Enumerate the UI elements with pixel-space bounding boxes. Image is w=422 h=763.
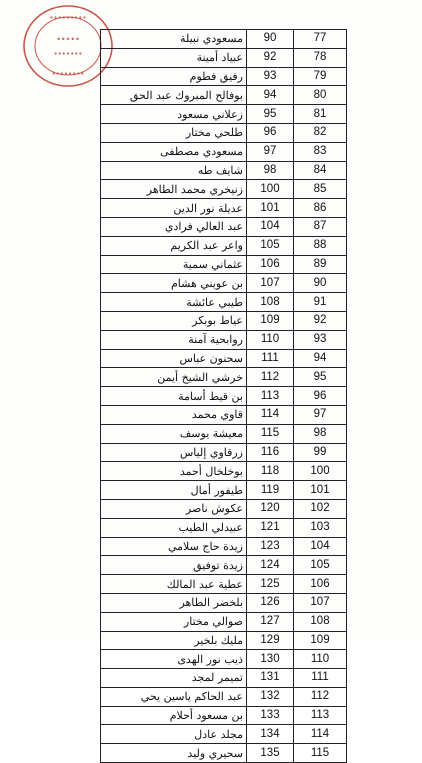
table-row [101,236,347,255]
row-full-name: عديلة نور الدين [101,199,247,218]
row-sequence-number: 92 [294,311,347,330]
table-row [101,499,347,518]
row-full-name: روابحية آمنة [101,330,247,349]
row-full-name: عبد العالي فرادي [101,217,247,236]
table-row [101,706,347,725]
results-table [100,29,347,763]
table-row [101,180,347,199]
row-sequence-number: 104 [294,537,347,556]
row-sequence-number: 100 [294,462,347,481]
row-full-name: رفيق فطوم [101,67,247,86]
table-row [101,293,347,312]
row-rank-number: 135 [247,744,294,763]
row-full-name: معيشة يوسف [101,424,247,443]
row-sequence-number: 77 [294,30,347,49]
row-rank-number: 112 [247,368,294,387]
row-sequence-number: 81 [294,105,347,124]
row-sequence-number: 91 [294,293,347,312]
row-rank-number: 120 [247,499,294,518]
row-full-name: طلحي مختار [101,123,247,142]
row-full-name: بن قيط أسامة [101,387,247,406]
row-full-name: مليك بلخير [101,631,247,650]
table-row [101,556,347,575]
row-rank-number: 116 [247,443,294,462]
row-sequence-number: 113 [294,706,347,725]
row-sequence-number: 95 [294,368,347,387]
table-row [101,199,347,218]
row-sequence-number: 106 [294,575,347,594]
row-full-name: عبياد أمينة [101,48,247,67]
table-row [101,274,347,293]
table-row [101,86,347,105]
row-full-name: بوخلخال أحمد [101,462,247,481]
row-full-name: عبد الحاكم ياسين يحي [101,687,247,706]
row-full-name: عياط بوبكر [101,311,247,330]
row-rank-number: 106 [247,255,294,274]
row-full-name: صوالي مختار [101,612,247,631]
row-rank-number: 125 [247,575,294,594]
row-full-name: عطية عبد المالك [101,575,247,594]
row-sequence-number: 114 [294,725,347,744]
svg-text:•••••: ••••• [56,35,80,44]
row-full-name: طيفور أمال [101,481,247,500]
row-rank-number: 98 [247,161,294,180]
row-sequence-number: 111 [294,669,347,688]
row-full-name: شايف طه [101,161,247,180]
svg-text:•••••••: ••••••• [53,50,83,58]
row-full-name: سحنون عباس [101,349,247,368]
row-sequence-number: 80 [294,86,347,105]
row-sequence-number: 96 [294,387,347,406]
row-sequence-number: 97 [294,405,347,424]
table-row [101,161,347,180]
row-sequence-number: 83 [294,142,347,161]
row-rank-number: 97 [247,142,294,161]
row-rank-number: 108 [247,293,294,312]
row-full-name: بلخضر الطاهر [101,593,247,612]
table-row [101,518,347,537]
table-row [101,537,347,556]
row-rank-number: 121 [247,518,294,537]
row-rank-number: 93 [247,67,294,86]
row-full-name: مجلد عادل [101,725,247,744]
row-rank-number: 109 [247,311,294,330]
row-sequence-number: 87 [294,217,347,236]
row-sequence-number: 110 [294,650,347,669]
table-row [101,631,347,650]
row-rank-number: 114 [247,405,294,424]
table-row [101,368,347,387]
row-full-name: قاوي محمد [101,405,247,424]
table-row [101,217,347,236]
row-sequence-number: 78 [294,48,347,67]
table-row [101,593,347,612]
row-full-name: مسعودي مصطفى [101,142,247,161]
row-sequence-number: 103 [294,518,347,537]
table-row [101,255,347,274]
row-full-name: مسعودي نبيلة [101,30,247,49]
svg-text:••••••••: •••••••• [51,70,85,78]
row-rank-number: 101 [247,199,294,218]
row-rank-number: 95 [247,105,294,124]
row-rank-number: 92 [247,48,294,67]
row-full-name: بوفالح المبروك عبد الحق [101,86,247,105]
row-sequence-number: 79 [294,67,347,86]
row-rank-number: 129 [247,631,294,650]
row-sequence-number: 115 [294,744,347,763]
table-row [101,142,347,161]
row-full-name: زعلاني مسعود [101,105,247,124]
table-row [101,612,347,631]
row-rank-number: 100 [247,180,294,199]
row-rank-number: 124 [247,556,294,575]
table-row [101,349,347,368]
row-full-name: عثماني سمية [101,255,247,274]
row-full-name: طيبي عائشة [101,293,247,312]
row-rank-number: 105 [247,236,294,255]
table-body [101,30,347,763]
row-full-name: زنيخري محمد الطاهر [101,180,247,199]
table-row [101,330,347,349]
table-row [101,481,347,500]
table-row [101,48,347,67]
row-full-name: خرشي الشيخ أيمن [101,368,247,387]
row-sequence-number: 99 [294,443,347,462]
row-rank-number: 90 [247,30,294,49]
row-full-name: تميمر لمجد [101,669,247,688]
row-rank-number: 119 [247,481,294,500]
row-rank-number: 113 [247,387,294,406]
table-row [101,67,347,86]
row-full-name: زرقاوي إلياس [101,443,247,462]
row-sequence-number: 101 [294,481,347,500]
table-row [101,405,347,424]
row-sequence-number: 94 [294,349,347,368]
row-rank-number: 111 [247,349,294,368]
row-sequence-number: 105 [294,556,347,575]
row-sequence-number: 108 [294,612,347,631]
table-row [101,575,347,594]
row-rank-number: 96 [247,123,294,142]
table-row [101,387,347,406]
row-full-name: بن مسعود أحلام [101,706,247,725]
table-row [101,462,347,481]
row-sequence-number: 82 [294,123,347,142]
table-row [101,311,347,330]
row-full-name: عكوش ناصر [101,499,247,518]
row-sequence-number: 89 [294,255,347,274]
row-full-name: واعر عبد الكريم [101,236,247,255]
table-row [101,443,347,462]
table-row [101,424,347,443]
row-rank-number: 132 [247,687,294,706]
row-full-name: زيدة حاج سلامي [101,537,247,556]
row-sequence-number: 102 [294,499,347,518]
row-full-name: ذيب نور الهدى [101,650,247,669]
row-sequence-number: 112 [294,687,347,706]
row-rank-number: 107 [247,274,294,293]
row-rank-number: 131 [247,669,294,688]
row-sequence-number: 109 [294,631,347,650]
row-full-name: عبيدلي الطيب [101,518,247,537]
row-rank-number: 134 [247,725,294,744]
row-sequence-number: 85 [294,180,347,199]
table-row [101,744,347,763]
table-row [101,123,347,142]
table-row [101,687,347,706]
table-row [101,669,347,688]
row-rank-number: 130 [247,650,294,669]
row-sequence-number: 84 [294,161,347,180]
row-sequence-number: 93 [294,330,347,349]
row-rank-number: 126 [247,593,294,612]
row-sequence-number: 107 [294,593,347,612]
table-row [101,105,347,124]
row-rank-number: 123 [247,537,294,556]
row-sequence-number: 98 [294,424,347,443]
table-row [101,725,347,744]
row-full-name: بن عويني هشام [101,274,247,293]
row-sequence-number: 86 [294,199,347,218]
row-rank-number: 115 [247,424,294,443]
row-sequence-number: 88 [294,236,347,255]
svg-text:•••••••••: ••••••••• [49,14,87,22]
row-rank-number: 118 [247,462,294,481]
row-rank-number: 104 [247,217,294,236]
row-rank-number: 127 [247,612,294,631]
row-rank-number: 133 [247,706,294,725]
table-row [101,650,347,669]
table-row [101,30,347,49]
row-full-name: سحيري وليد [101,744,247,763]
row-sequence-number: 90 [294,274,347,293]
row-rank-number: 94 [247,86,294,105]
row-rank-number: 110 [247,330,294,349]
row-full-name: زيدة توفيق [101,556,247,575]
